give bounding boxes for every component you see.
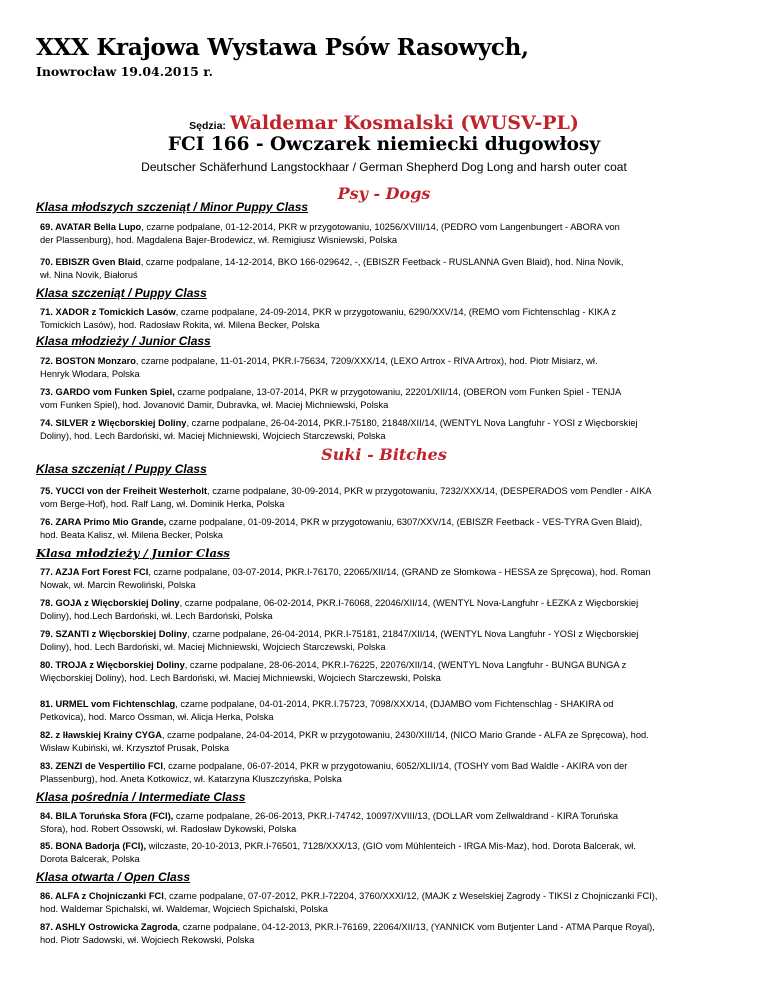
entry-name: 83. ZENZI de Vespertilio FCI [40,761,163,771]
page-title: XXX Krajowa Wystawa Psów Rasowych, [36,34,529,61]
class-heading-puppy-dogs: Klasa szczeniąt / Puppy Class [36,286,207,300]
class-heading-junior-dogs: Klasa młodzieży / Junior Class [36,334,211,348]
class-heading-junior-bitches: Klasa młodzieży / Junior Class [36,546,230,560]
entry [40,659,740,685]
entry-name: 70. EBISZR Gven Blaid [40,257,141,267]
class-heading-intermediate: Klasa pośrednia / Intermediate Class [36,790,246,804]
entry [40,628,740,654]
entry [40,597,740,623]
entry [40,840,740,866]
entry-name: 77. AZJA Fort Forest FCI [40,567,149,577]
class-heading-open: Klasa otwarta / Open Class [36,870,191,884]
entry-details: , czarne podpalane, 04-01-2014, PKR.I.75723, 7098/XXX/14, (DJAMBO vom Fichtenschlag - SHAKIRA od [175,699,614,709]
entry-details-2: Sfora), hod. Robert Ossowski, wł. Radosław Dykowski, Polska [40,824,297,834]
entry [40,516,740,542]
entry-details-2: hod. Piotr Sadowski, wł. Wojciech Rekowski, Polska [40,935,255,945]
entry-details: , czarne podpalane, 24-09-2014, PKR w przygotowaniu, 6290/XXV/14, (REMO vom Fichtenschlag - KIKA z [175,307,616,317]
entry-details: , czarne podpalane, 06-02-2014, PKR.I-76068, 22046/XII/14, (WENTYL Nova-Langfuhr - ŁEZKA z Więcborskiej [179,598,639,608]
section-heading-bitches: Suki - Bitches [321,445,447,464]
entry [40,485,740,511]
breed-subtitle: Deutscher Schäferhund Langstockhaar / German Shepherd Dog Long and harsh outer coat [141,160,627,174]
entry-details-2: Więcborskiej Doliny), hod. Lech Bardoński, wł. Maciej Michniewski, Wojciech Starczewski, Polska [40,673,441,683]
entry-details-2: Doliny), hod. Lech Bardoński, wł. Maciej Michniewski, Wojciech Starczewski, Polska [40,431,386,441]
entry [40,810,740,836]
entry-details: , czarne podpalane, 30-09-2014, PKR w przygotowaniu, 7232/XXX/14, (DESPERADOS vom Pendler - AIKA [207,486,652,496]
entry-details: , czarne podpalane, 26-04-2014, PKR.I-75180, 21848/XII/14, (WENTYL Nova Langfuhr - YOSI z Więcborskiej [186,418,638,428]
class-heading-puppy-bitches: Klasa szczeniąt / Puppy Class [36,462,207,476]
entry-details-2: Doliny), hod. Lech Bardoński, wł. Maciej Michniewski, Wojciech Starczewski, Polska [40,642,386,652]
entry-details-2: Doliny), hod.Lech Bardoński, wł. Lech Bardoński, Polska [40,611,273,621]
entry-details-2: Nowak, wł. Marcin Rewoliński, Polska [40,580,196,590]
entry-details: czarne podpalane, 26-06-2013, PKR.I-74742, 10097/XVIII/13, (DOLLAR vom Zellwaldrand - KIRA Toruńska [173,811,619,821]
entry-details: , czarne podpalane, 04-12-2013, PKR.I-76169, 22064/XII/13, (YANNICK vom Butjenter Land - ATMA Parque Royal), [177,922,655,932]
entry-name: 72. BOSTON Monzaro [40,356,136,366]
entry-details-2: hod. Waldemar Spichalski, wł. Waldemar, Wojciech Spichalski, Polska [40,904,328,914]
entry-details: czarne podpalane, 01-09-2014, PKR w przygotowaniu, 6307/XXV/14, (EBISZR Feetback - VES-TYRA Gven Blaid), [166,517,643,527]
judge-name: Waldemar Kosmalski (WUSV-PL) [229,112,579,134]
entry-details: , czarne podpalane, 01-12-2014, PKR w przygotowaniu, 10256/XVIII/14, (PEDRO vom Langenbungert - ABORA von [141,222,620,232]
entry-name: 79. SZANTI z Więcborskiej Doliny [40,629,188,639]
entry-name: 69. AVATAR Bella Lupo [40,222,142,232]
entry-name: 73. GARDO vom Funken Spiel, [40,387,175,397]
entry-details-2: Plassenburg), hod. Aneta Kotkowicz, wł. Katarzyna Kluszczyńska, Polska [40,774,342,784]
section-heading-dogs: Psy - Dogs [337,184,431,203]
entry-name: 86. ALFA z Chojniczanki FCI [40,891,164,901]
entry [40,306,740,332]
judge-label: Sędzia: [189,120,226,132]
entry-details-2: wł. Nina Novik, Białoruś [40,270,138,280]
entry-details: , czarne podpalane, 11-01-2014, PKR.I-75634, 7209/XXX/14, (LEXO Artrox - RIVA Artrox), hod. Piotr Misiarz, wł. [135,356,598,366]
entry [40,760,740,786]
entry-details-2: Wisław Kubiński, wł. Krzysztof Prusak, Polska [40,743,230,753]
entry-name: 85. BONA Badorja (FCI), [40,841,147,851]
entry-name: 71. XADOR z Tomickich Lasów [40,307,176,317]
entry-details-2: Dorota Balcerak, Polska [40,854,140,864]
entry-details-2: hod. Beata Kalisz, wł. Milena Becker, Polska [40,530,223,540]
entry [40,355,740,381]
entry-name: 80. TROJA z Więcborskiej Doliny [40,660,185,670]
entry-name: 87. ASHLY Ostrowicka Zagroda [40,922,178,932]
entry-details: , czarne podpalane, 06-07-2014, PKR w przygotowaniu, 6052/XLII/14, (TOSHY vom Bad Waldle - AKIRA von der [162,761,628,771]
entry-details-2: der Plassenburg), hod. Magdalena Bajer-Brodewicz, wł. Remigiusz Wisniewski, Polska [40,235,398,245]
page-subtitle: Inowrocław 19.04.2015 r. [36,64,214,79]
entry-details: czarne podpalane, 13-07-2014, PKR w przygotowaniu, 22201/XII/14, (OBERON vom Funken Spiel - TENJA [174,387,622,397]
entry-name: 75. YUCCI von der Freiheit Westerholt [40,486,208,496]
entry [40,921,740,947]
entry-details: , czarne podpalane, 07-07-2012, PKR.I-72204, 3760/XXXI/12, (MAJK z Weselskiej Zagrody - TIKSI z Chojniczanki FCI), [163,891,658,901]
entry [40,729,740,755]
entry-details-2: Petkovica), hod. Marco Ossman, wł. Alicja Herka, Polska [40,712,274,722]
entry [40,221,740,247]
entry-details: , czarne podpalane, 24-04-2014, PKR w przygotowaniu, 2430/XIII/14, (NICO Mario Grande - ALFA ze Spręcowa), hod. [161,730,649,740]
entry-name: 82. z Iławskiej Krainy CYGA [40,730,162,740]
breed-title: FCI 166 - Owczarek niemiecki długowłosy [167,134,601,155]
entry-name: 76. ZARA Primo Mio Grande, [40,517,167,527]
entry [40,890,740,916]
entry [40,256,740,282]
judge-line [0,112,768,134]
entry-details: , czarne podpalane, 28-06-2014, PKR.I-76225, 22076/XII/14, (WENTYL Nova Langfuhr - BUNGA BUNGA z [184,660,627,670]
entry [40,698,740,724]
entry-details: wilczaste, 20-10-2013, PKR.I-76501, 7128/XXX/13, (GIO vom Mühlenteich - IRGA Mis-Maz), hod. Dorota Balcerak, wł. [146,841,636,851]
entry-details-2: vom Funken Spiel), hod. Jovanović Damir, Dubravka, wł. Maciej Michniewski, Polska [40,400,389,410]
entry-details: , czarne podpalane, 14-12-2014, BKO 166-029642, -, (EBISZR Feetback - RUSLANNA Gven Blaid), hod. Nina Novik, [140,257,624,267]
entry [40,386,740,412]
entry-details-2: Tomickich Lasów), hod. Radosław Rokita, wł. Milena Becker, Polska [40,320,320,330]
entry-details-2: vom Berge-Hof), hod. Ralf Lang, wł. Dominik Herka, Polska [40,499,285,509]
entry-details: , czarne podpalane, 26-04-2014, PKR.I-75181, 21847/XII/14, (WENTYL Nova Langfuhr - YOSI z Więcborskiej [187,629,639,639]
entry-details-2: Henryk Włodara, Polska [40,369,140,379]
entry [40,566,740,592]
entry-details: , czarne podpalane, 03-07-2014, PKR.I-76170, 22065/XII/14, (GRAND ze Słomkowa - HESSA ze Spręcowa), hod. Roman [148,567,651,577]
entry-name: 74. SILVER z Więcborskiej Doliny [40,418,187,428]
entry-name: 78. GOJA z Więcborskiej Doliny [40,598,180,608]
entry-name: 81. URMEL vom Fichtenschlag [40,699,176,709]
class-heading-minor-puppy: Klasa młodszych szczeniąt / Minor Puppy Class [36,200,309,214]
entry-name: 84. BILA Toruńska Sfora (FCI), [40,811,174,821]
entry [40,417,740,443]
